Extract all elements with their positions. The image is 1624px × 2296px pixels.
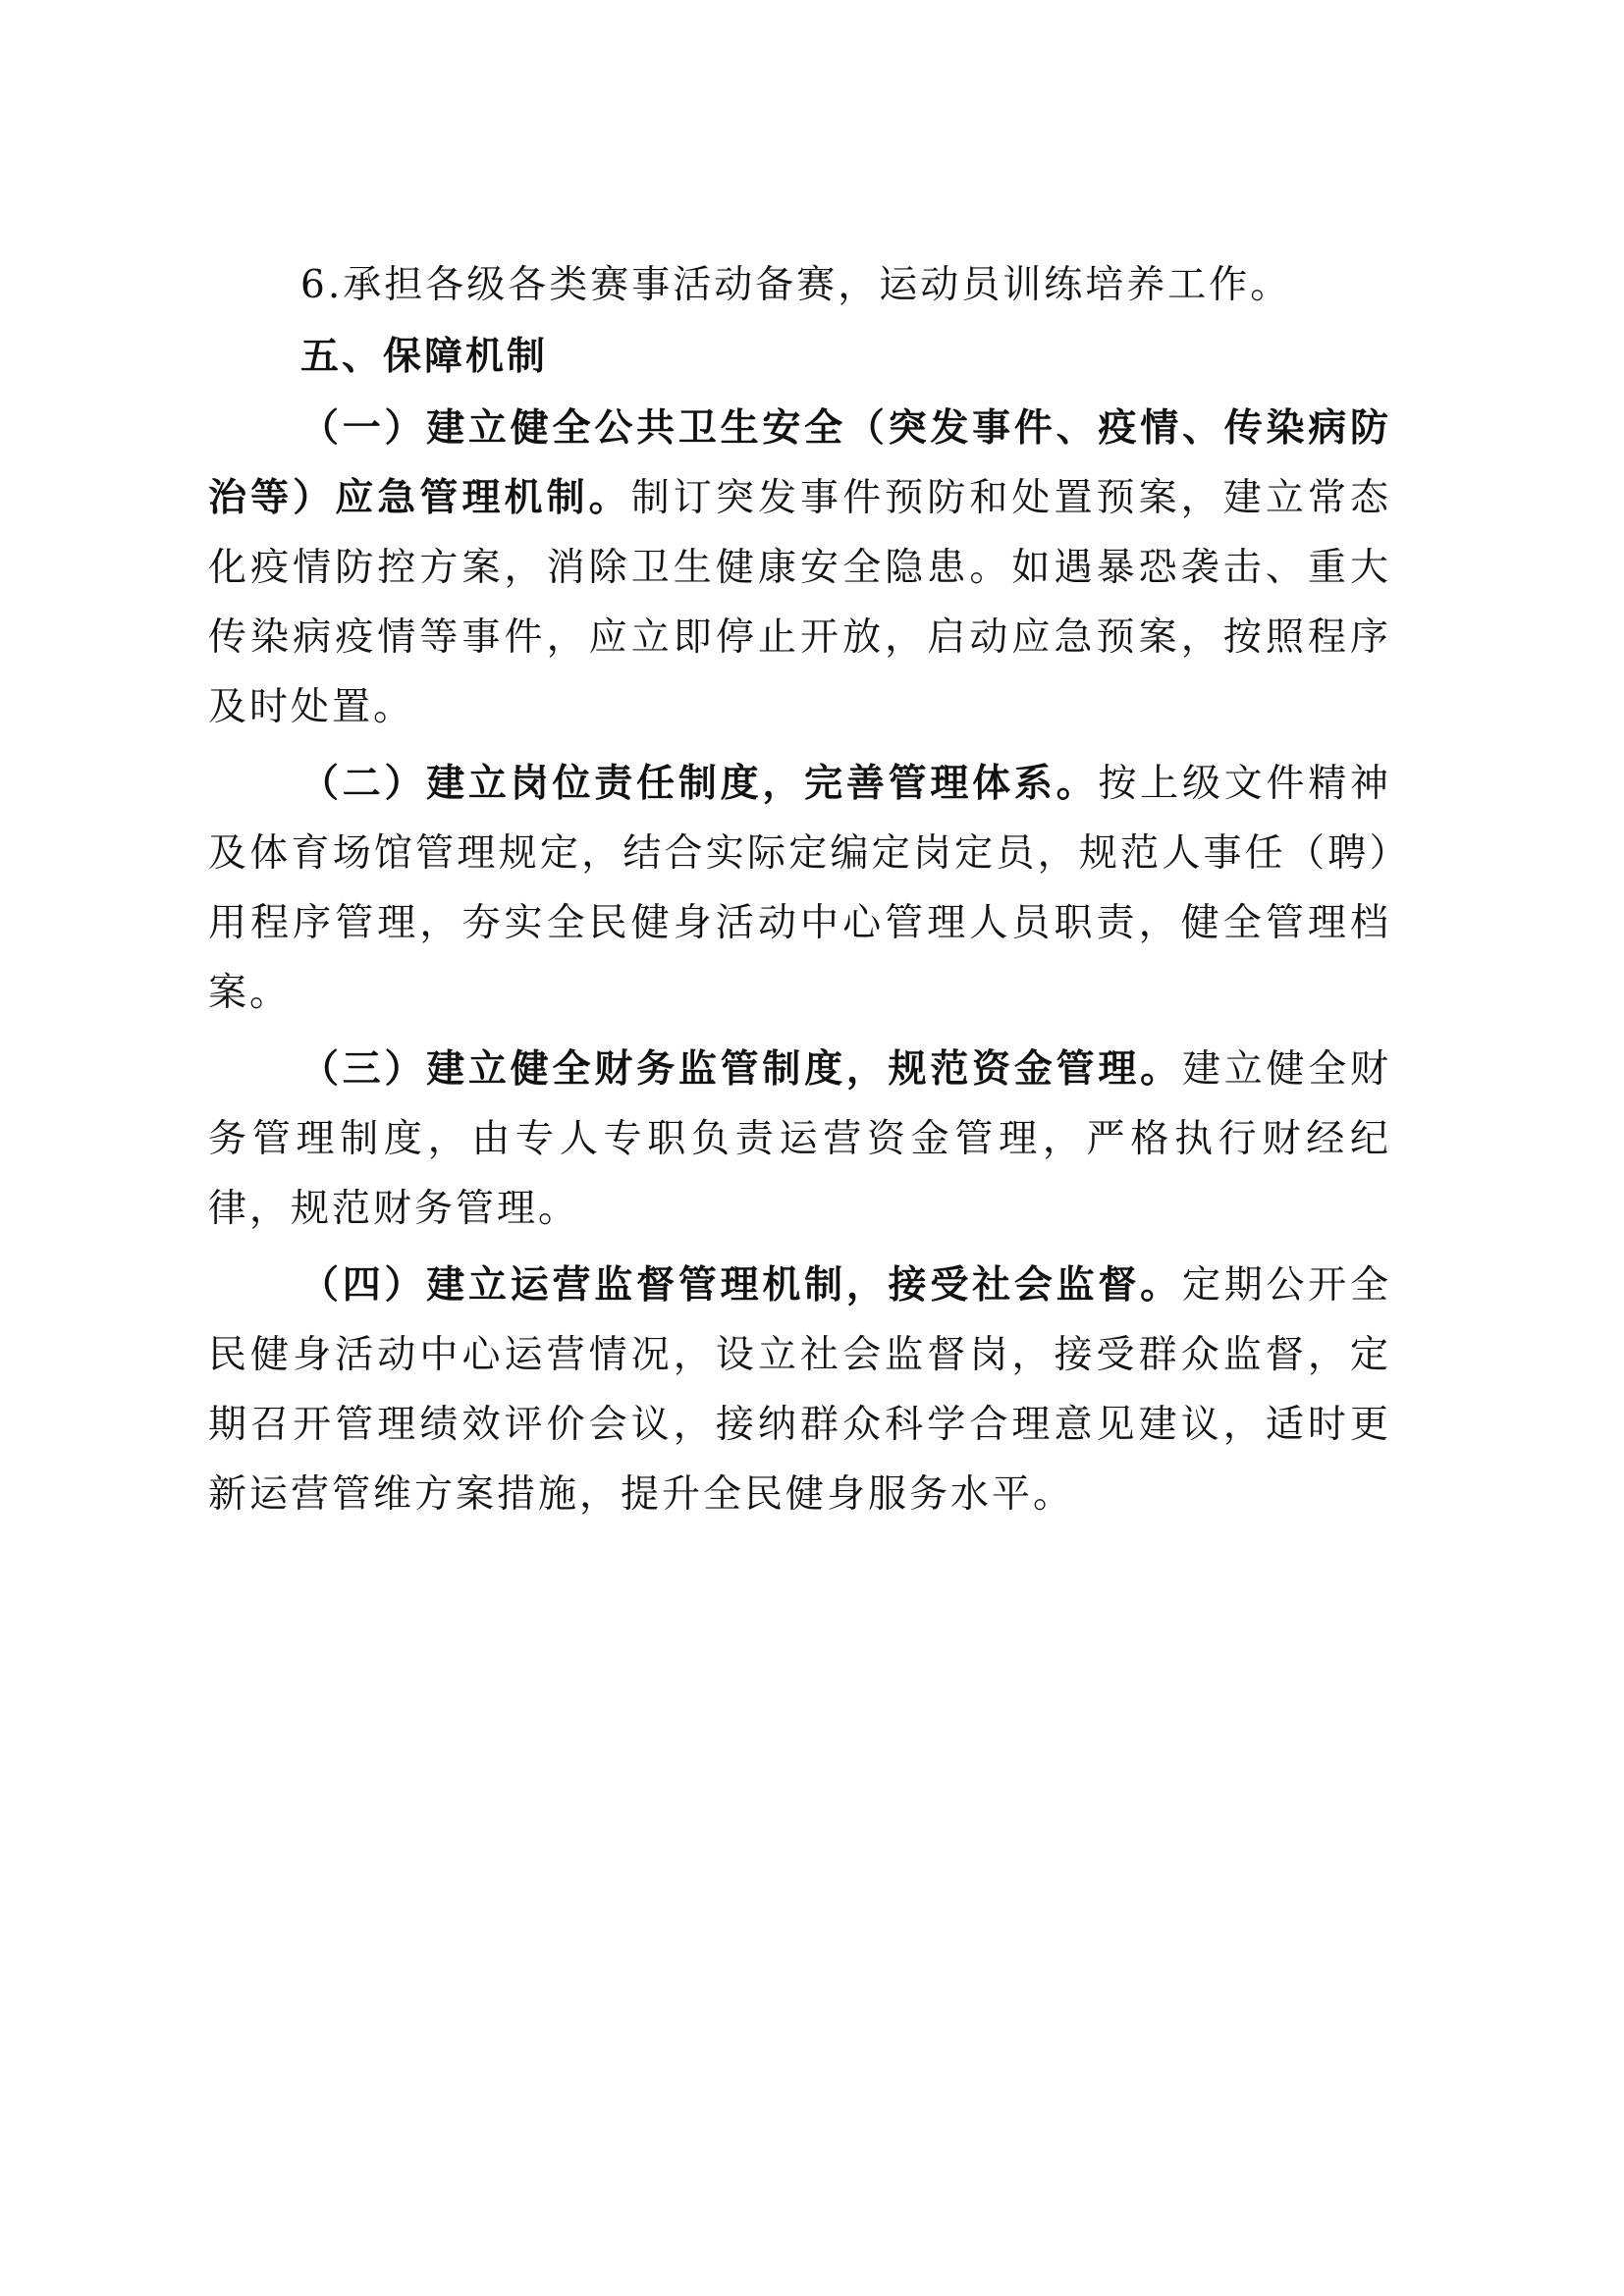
paragraph-1-body: 制订突发事件预防和处置预案，建立常态化疫情防控方案，消除卫生健康安全隐患。如遇暴恐袭击、重大传染病疫情等事件，应立即停止开放，启动应急预案，按照程序及时处置。 [208, 476, 1391, 729]
paragraph-4-heading: （四）建立运营监督管理机制，接受社会监督。 [300, 1262, 1182, 1308]
paragraph-3 [208, 1035, 1391, 1244]
paragraph-4-body: 定期公开全民健身活动中心运营情况，设立社会监督岗，接受群众监督，定期召开管理绩效评价会议，接纳群众科学合理意见建议，适时更新运营管维方案措施，提升全民健身服务水平。 [208, 1263, 1391, 1517]
paragraph-2 [208, 749, 1391, 1028]
paragraph-2-heading: （二）建立岗位责任制度，完善管理体系。 [300, 761, 1099, 806]
section-title: 五、保障机制 [300, 335, 549, 379]
paragraph-1-heading: （一）建立健全公共卫生安全（突发事件、疫情、传染病防治等）应急管理机制。 [208, 405, 1391, 520]
document-body [208, 250, 1391, 1529]
paragraph-3-body: 建立健全财务管理制度，由专人专职负责运营资金管理，严格执行财经纪律，规范财务管理。 [208, 1047, 1391, 1231]
paragraph-2-body: 按上级文件精神及体育场馆管理规定，结合实际定编定岗定员，规范人事任（聘）用程序管理，夯实全民健身活动中心管理人员职责，健全管理档案。 [208, 762, 1391, 1015]
spacer [208, 1028, 1391, 1035]
paragraph-3-heading: （三）建立健全财务监管制度，规范资金管理。 [300, 1046, 1182, 1092]
spacer [208, 1244, 1391, 1251]
paragraph-1 [208, 394, 1391, 742]
paragraph-4 [208, 1251, 1391, 1529]
spacer [208, 742, 1391, 749]
section-title-paragraph [208, 322, 1391, 392]
item-6-paragraph: 6.承担各级各类赛事活动备赛，运动员训练培养工作。 [300, 263, 1292, 307]
